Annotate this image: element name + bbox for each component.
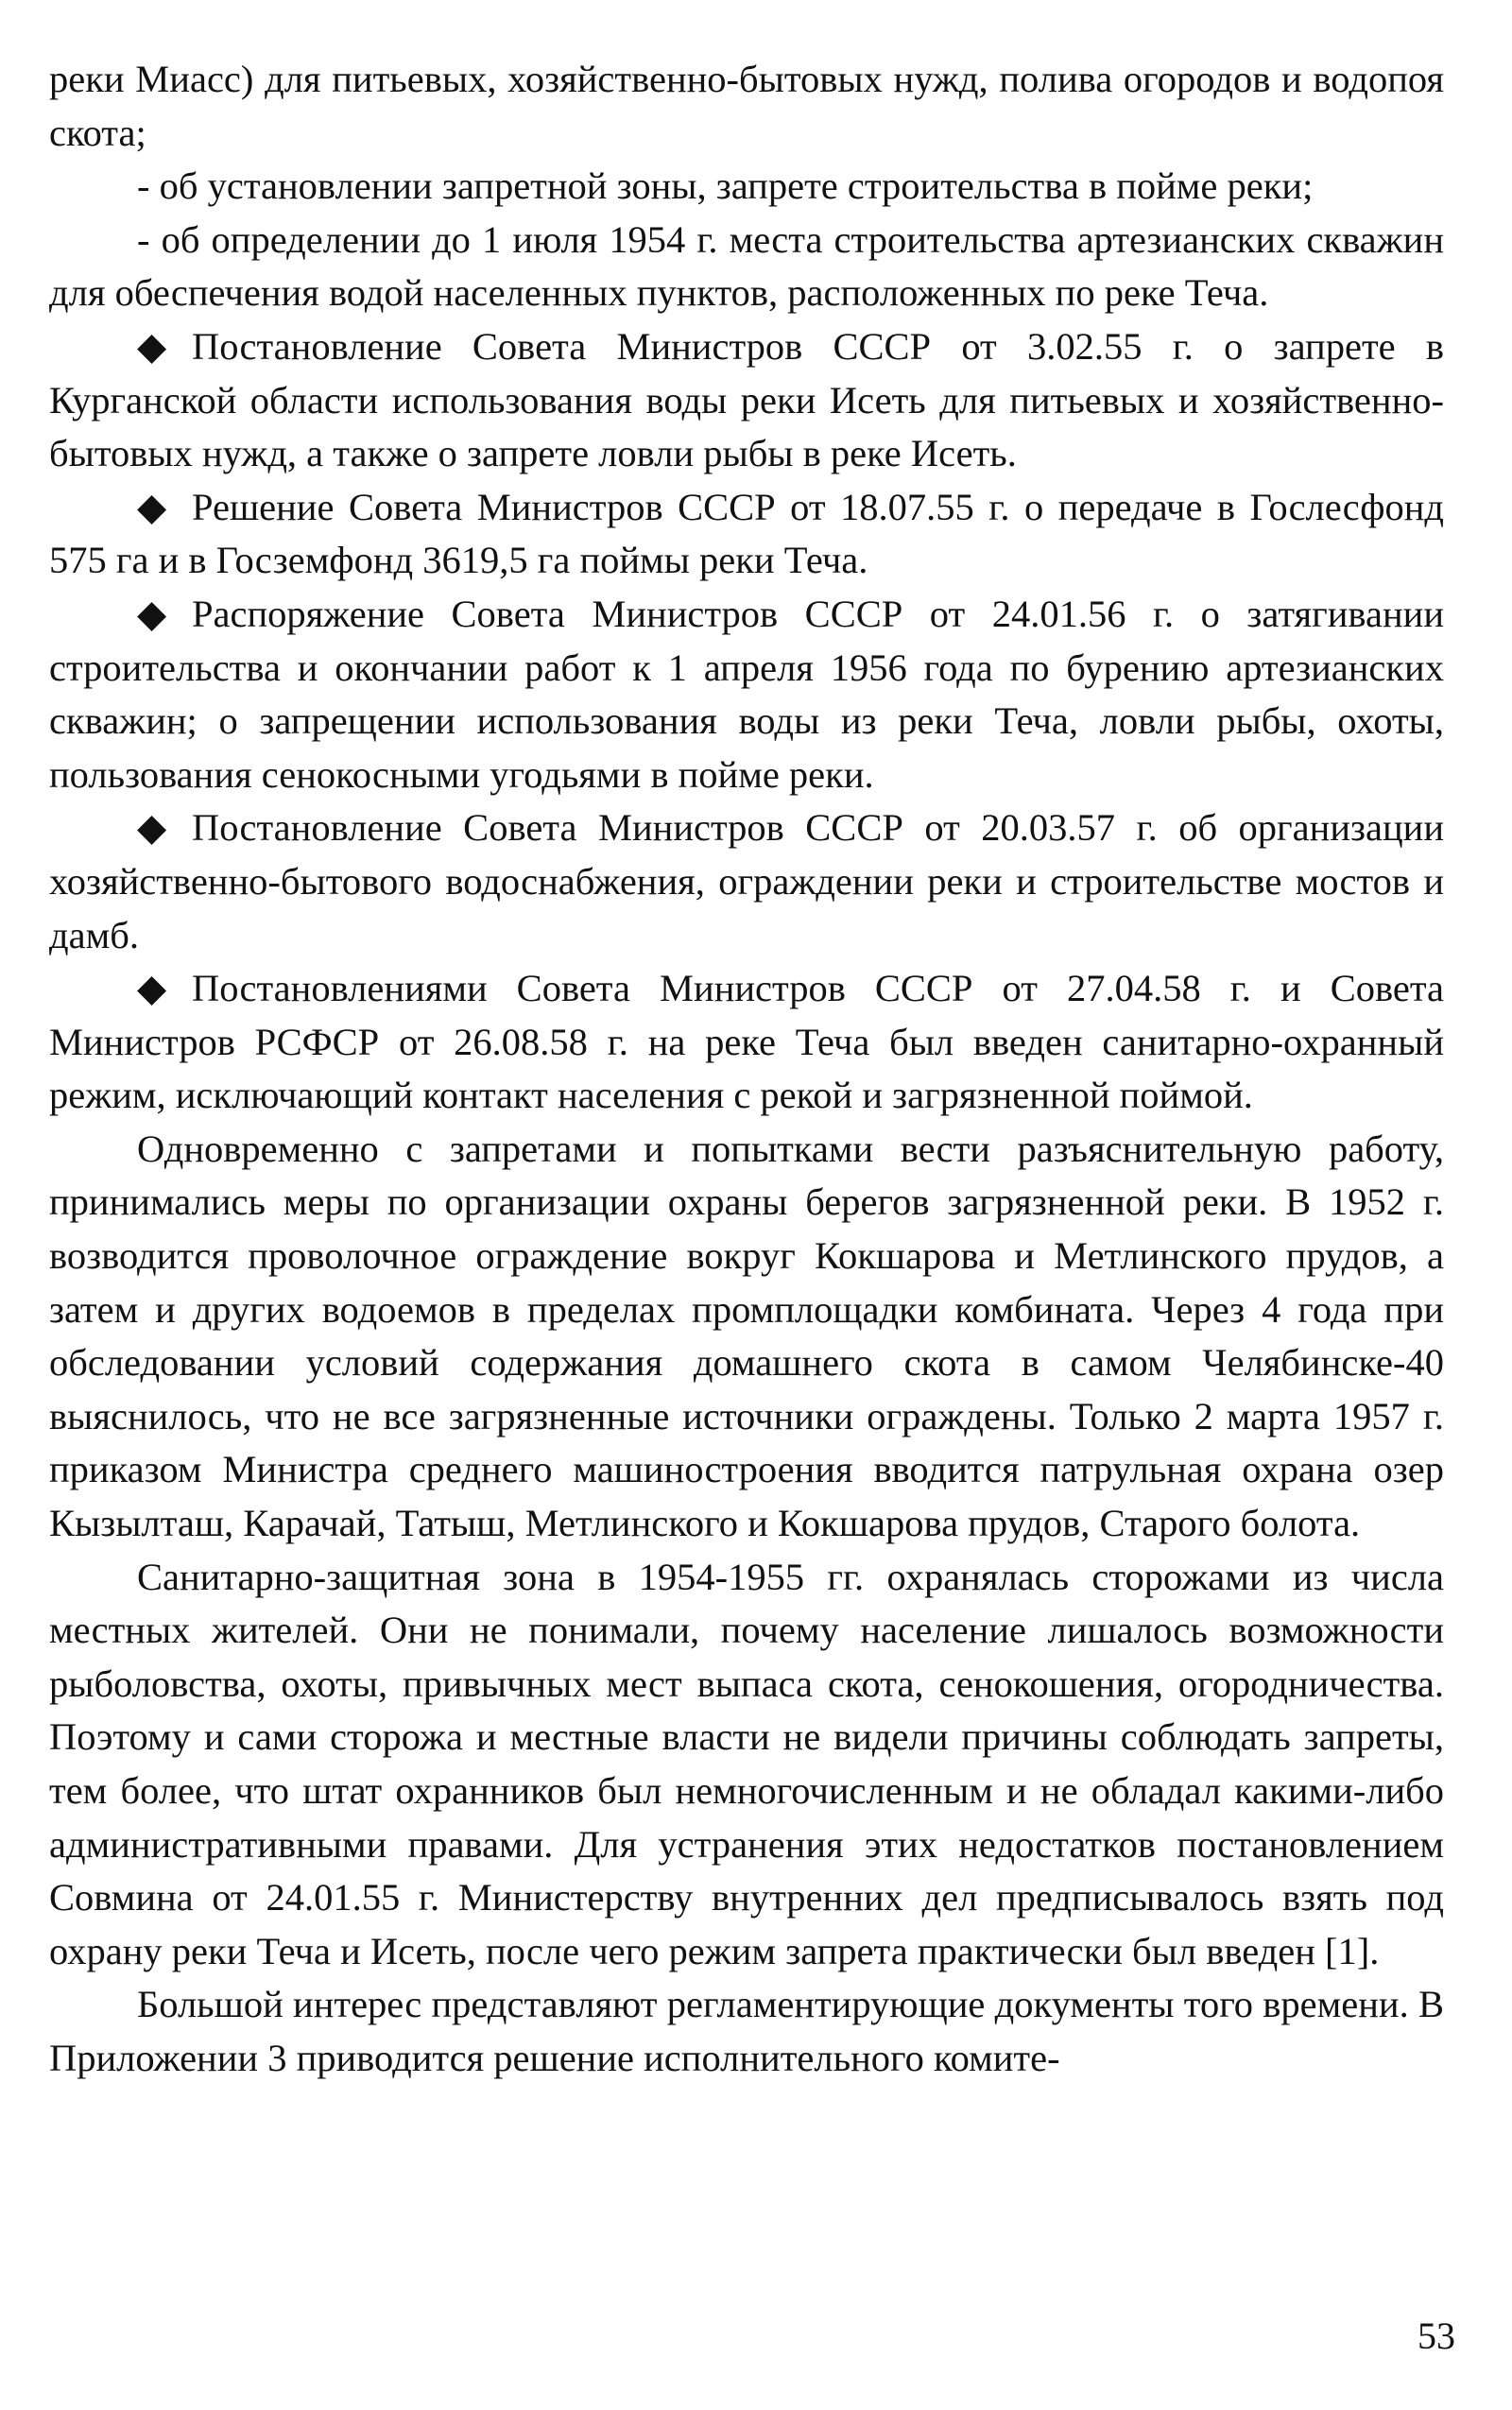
bullet-paragraph: ◆ Распоряжение Совета Министров СССР от 24.01.56 г. о затягивании строительства и окончании работ к 1 апреля 1956 года по бурению артезианских скважин; о запрещении использования воды из реки Теча, ловли рыбы, охоты, пользования сенокосными угодьями в пойме реки. bbox=[49, 588, 1444, 801]
paragraph: Большой интерес представляют регламентирующие документы того времени. В Приложении 3 приводится решение исполнительного комите- bbox=[49, 1983, 1444, 2079]
page-number: 53 bbox=[1418, 2315, 1455, 2357]
paragraph: - об установлении запретной зоны, запрете строительства в пойме реки; bbox=[137, 164, 1314, 208]
diamond-bullet-icon: ◆ bbox=[137, 485, 167, 528]
paragraph: Одновременно с запретами и попытками вести разъяснительную работу, принимались меры по организации охраны берегов загрязненной реки. В 1952 г. возводится проволочное ограждение вокруг Кокшарова и Метлинского прудов, а затем и других водоемов в пределах промплощадки комбината. Через 4 года при обследовании условий содержания домашнего скота в самом Челябинске-40 выяснилось, что не все загрязненные источники ограждены. Только 2 марта 1957 г. приказом Министра среднего машиностроения вводится патрульная охрана озер Кызылташ, Карачай, Татыш, Метлинского и Кокшарова прудов, Старого болота. bbox=[49, 1127, 1444, 1545]
diamond-bullet-icon: ◆ bbox=[137, 967, 167, 1010]
bullet-paragraph: ◆ Решение Совета Министров СССР от 18.07.55 г. о передаче в Гослесфонд 575 га и в Госземфонд 3619,5 га поймы реки Теча. bbox=[49, 481, 1444, 588]
diamond-bullet-icon: ◆ bbox=[137, 324, 167, 368]
paragraph: - об определении до 1 июля 1954 г. места строительства артезианских скважин для обеспечения водой населенных пунктов, расположенных по реке Теча. bbox=[49, 217, 1444, 315]
bullet-paragraph: ◆ Постановление Совета Министров СССР от 3.02.55 г. о запрете в Курганской области использования воды реки Исеть для питьевых и хозяйственно-бытовых нужд, а также о запрете ловли рыбы в реке Исеть. bbox=[49, 320, 1444, 481]
paragraph: реки Миасс) для питьевых, хозяйственно-бытовых нужд, полива огородов и водопоя скота; bbox=[49, 58, 1444, 154]
paragraph: Санитарно-защитная зона в 1954-1955 гг. охранялась сторожами из числа местных жителей. Они не понимали, почему население лишалось возможности рыболовства, охоты, привычных мест выпаса скота, сенокошения, огородничества. Поэтому и сами сторожа и местные власти не видели причины соблюдать запреты, тем более, что штат охранников был немногочисленным и не обладал какими-либо административными правами. Для устранения этих недостатков постановлением Совмина от 24.01.55 г. Министерству внутренних дел предписывалось взять под охрану реки Теча и Исеть, после чего режим запрета практически был введен [1]. bbox=[49, 1555, 1444, 1972]
body-text bbox=[49, 53, 1444, 2086]
bullet-paragraph: ◆ Постановление Совета Министров СССР от 20.03.57 г. об организации хозяйственно-бытового водоснабжения, ограждении реки и строительстве мостов и дамб. bbox=[49, 801, 1444, 962]
diamond-bullet-icon: ◆ bbox=[137, 592, 167, 635]
bullet-paragraph: ◆ Постановлениями Совета Министров СССР от 27.04.58 г. и Совета Министров РСФСР от 26.08.58 г. на реке Теча был введен санитарно-охранный режим, исключающий контакт населения с рекой и загрязненной поймой. bbox=[49, 962, 1444, 1123]
diamond-bullet-icon: ◆ bbox=[137, 806, 167, 850]
